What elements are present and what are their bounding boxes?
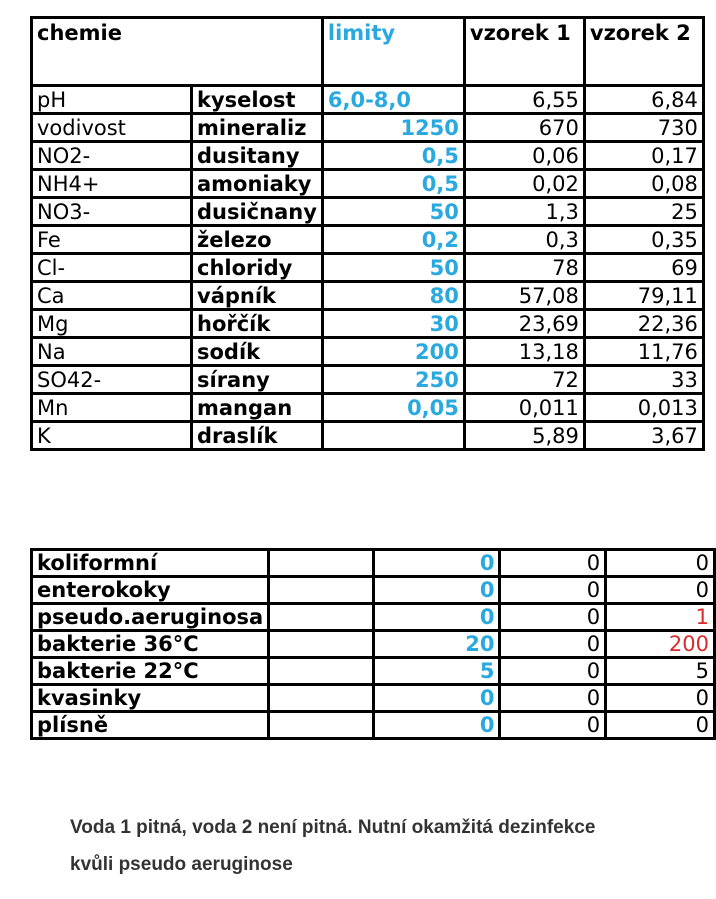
chem-name-cell: dusičnany (192, 198, 323, 226)
sample2-value-cell: 730 (584, 114, 703, 142)
chem-row (32, 114, 704, 142)
limit-value-cell: 50 (322, 198, 464, 226)
limit-value-cell: 0,5 (322, 142, 464, 170)
limit-value-cell: 250 (322, 366, 464, 394)
sample1-value-cell: 0 (500, 685, 606, 712)
chem-code-cell: Cl- (32, 254, 192, 282)
sample2-value-cell: 11,76 (584, 338, 703, 366)
sample1-value-cell: 0,011 (464, 394, 584, 422)
limit-value-cell: 200 (322, 338, 464, 366)
sample1-value-cell: 78 (464, 254, 584, 282)
chem-code-cell: pH (32, 86, 192, 114)
chem-name-cell: amoniaky (192, 170, 323, 198)
bio-row (32, 577, 715, 604)
sample2-value-cell: 0,013 (584, 394, 703, 422)
limit-value-cell: 50 (322, 254, 464, 282)
chem-code-cell: K (32, 422, 192, 450)
chem-row (32, 198, 704, 226)
sample1-value-cell: 0 (500, 631, 606, 658)
chem-name-cell: železo (192, 226, 323, 254)
limit-value-cell: 0 (373, 685, 500, 712)
chem-code-cell: Mg (32, 310, 192, 338)
chemistry-group-header: chemie (32, 18, 323, 86)
bio-name-cell: pseudo.aeruginosa (32, 604, 269, 631)
bio-name-cell: koliformní (32, 550, 269, 577)
chem-name-cell: vápník (192, 282, 323, 310)
chem-row (32, 170, 704, 198)
chemistry-header-row (32, 18, 704, 86)
chemistry-table (30, 16, 705, 451)
chem-name-cell: sírany (192, 366, 323, 394)
bio-row (32, 712, 715, 739)
sample2-header: vzorek 2 (584, 18, 703, 86)
chem-row (32, 254, 704, 282)
chem-code-cell: NH4+ (32, 170, 192, 198)
sample2-value-cell: 3,67 (584, 422, 703, 450)
chem-code-cell: Mn (32, 394, 192, 422)
limit-value-cell: 1250 (322, 114, 464, 142)
limit-value-cell: 0,5 (322, 170, 464, 198)
bio-row (32, 604, 715, 631)
spacer-cell (269, 550, 374, 577)
limit-value-cell: 0 (373, 550, 500, 577)
chem-code-cell: NO3- (32, 198, 192, 226)
chem-code-cell: Na (32, 338, 192, 366)
spacer-cell (269, 577, 374, 604)
sample1-value-cell: 0,02 (464, 170, 584, 198)
sample2-value-cell: 25 (584, 198, 703, 226)
limit-value-cell: 0,2 (322, 226, 464, 254)
sample2-value-cell: 200 (606, 631, 715, 658)
chem-name-cell: sodík (192, 338, 323, 366)
chem-row (32, 282, 704, 310)
sample1-header: vzorek 1 (464, 18, 584, 86)
sample2-value-cell: 79,11 (584, 282, 703, 310)
chem-code-cell: vodivost (32, 114, 192, 142)
spacer-cell (269, 658, 374, 685)
chem-row (32, 142, 704, 170)
limit-value-cell: 80 (322, 282, 464, 310)
sample2-value-cell: 0 (606, 685, 715, 712)
chem-name-cell: kyselost (192, 86, 323, 114)
chem-row (32, 394, 704, 422)
bio-row (32, 685, 715, 712)
spacer-cell (269, 712, 374, 739)
limit-value-cell (322, 422, 464, 450)
conclusion-note (70, 809, 690, 883)
bio-name-cell: enterokoky (32, 577, 269, 604)
sample2-value-cell: 0,17 (584, 142, 703, 170)
note-line-1: Voda 1 pitná, voda 2 není pitná. Nutní okamžitá dezinfekce (70, 817, 596, 838)
chem-code-cell: SO42- (32, 366, 192, 394)
chem-row (32, 422, 704, 450)
sample1-value-cell: 0,06 (464, 142, 584, 170)
chem-name-cell: mineraliz (192, 114, 323, 142)
sample2-value-cell: 22,36 (584, 310, 703, 338)
sample1-value-cell: 670 (464, 114, 584, 142)
limit-value-cell: 0,05 (322, 394, 464, 422)
chem-name-cell: dusitany (192, 142, 323, 170)
sample1-value-cell: 0 (500, 604, 606, 631)
sample1-value-cell: 0 (500, 712, 606, 739)
sample1-value-cell: 5,89 (464, 422, 584, 450)
sample2-value-cell: 33 (584, 366, 703, 394)
chem-code-cell: NO2- (32, 142, 192, 170)
limits-header: limity (322, 18, 464, 86)
spacer-cell (269, 685, 374, 712)
chem-name-cell: chloridy (192, 254, 323, 282)
sample1-value-cell: 6,55 (464, 86, 584, 114)
bio-name-cell: kvasinky (32, 685, 269, 712)
limit-value-cell: 30 (322, 310, 464, 338)
limit-value-cell: 6,0-8,0 (322, 86, 464, 114)
bio-name-cell: plísně (32, 712, 269, 739)
limit-value-cell: 0 (373, 577, 500, 604)
sample2-value-cell: 0 (606, 712, 715, 739)
chem-row (32, 226, 704, 254)
chem-name-cell: mangan (192, 394, 323, 422)
limit-value-cell: 0 (373, 712, 500, 739)
chem-row (32, 310, 704, 338)
sample1-value-cell: 0,3 (464, 226, 584, 254)
sample1-value-cell: 23,69 (464, 310, 584, 338)
sample1-value-cell: 57,08 (464, 282, 584, 310)
limit-value-cell: 5 (373, 658, 500, 685)
chem-row (32, 86, 704, 114)
sample2-value-cell: 0,35 (584, 226, 703, 254)
chem-row (32, 366, 704, 394)
sample1-value-cell: 0 (500, 658, 606, 685)
sample2-value-cell: 1 (606, 604, 715, 631)
chem-name-cell: draslík (192, 422, 323, 450)
note-line-2: kvůli pseudo aeruginose (70, 854, 293, 875)
sample1-value-cell: 1,3 (464, 198, 584, 226)
sample2-value-cell: 6,84 (584, 86, 703, 114)
bio-row (32, 658, 715, 685)
chem-name-cell: hořčík (192, 310, 323, 338)
sample1-value-cell: 0 (500, 550, 606, 577)
bio-name-cell: bakterie 22°C (32, 658, 269, 685)
sample2-value-cell: 0 (606, 550, 715, 577)
sample2-value-cell: 5 (606, 658, 715, 685)
chem-code-cell: Ca (32, 282, 192, 310)
spacer-cell (269, 604, 374, 631)
bio-name-cell: bakterie 36°C (32, 631, 269, 658)
sample1-value-cell: 0 (500, 577, 606, 604)
microbiology-table (30, 548, 716, 740)
sample2-value-cell: 0,08 (584, 170, 703, 198)
bio-row (32, 631, 715, 658)
sample1-value-cell: 13,18 (464, 338, 584, 366)
chem-code-cell: Fe (32, 226, 192, 254)
sample1-value-cell: 72 (464, 366, 584, 394)
limit-value-cell: 0 (373, 604, 500, 631)
bio-row (32, 550, 715, 577)
chem-row (32, 338, 704, 366)
spacer-cell (269, 631, 374, 658)
sample2-value-cell: 69 (584, 254, 703, 282)
sample2-value-cell: 0 (606, 577, 715, 604)
limit-value-cell: 20 (373, 631, 500, 658)
